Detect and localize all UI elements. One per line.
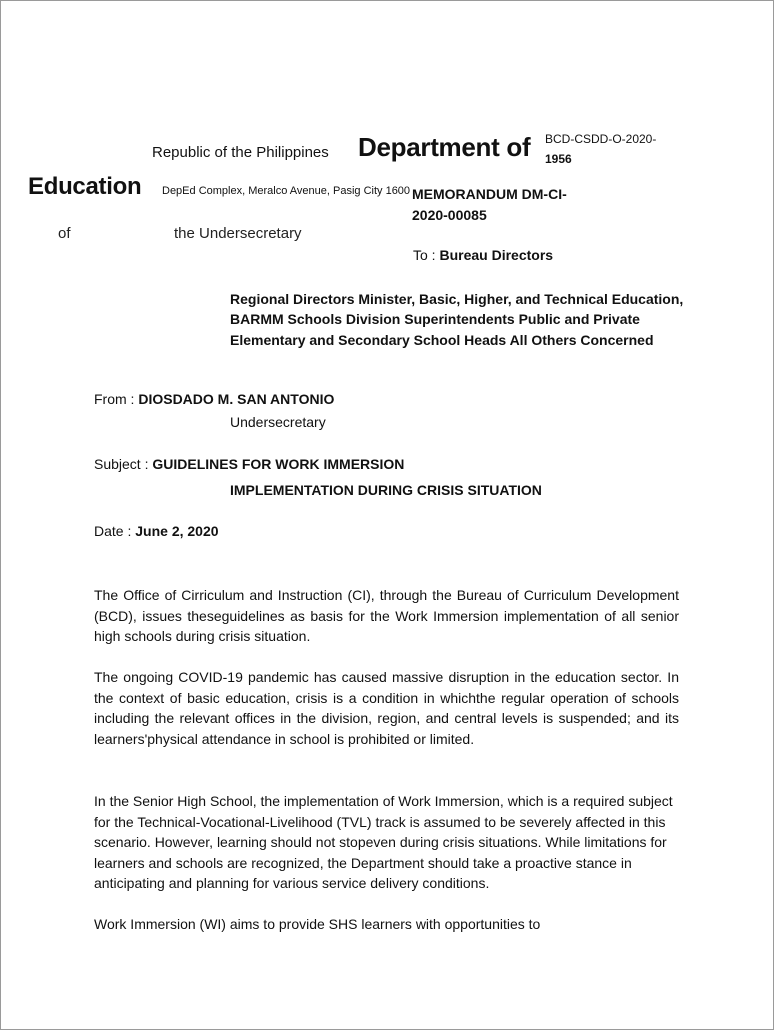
to-label: To : Bureau Directors xyxy=(413,247,554,263)
to-value: Bureau Directors xyxy=(439,247,554,263)
date-label: Date : June 2, 2020 xyxy=(94,523,219,539)
date-value: June 2, 2020 xyxy=(135,523,219,539)
subject-label: Subject : GUIDELINES FOR WORK IMMERSION xyxy=(94,456,405,472)
memo-number-line-2: 2020-00085 xyxy=(412,207,487,223)
address-text: DepEd Complex, Meralco Avenue, Pasig City 1600 xyxy=(162,185,411,197)
department-of-title: Department of xyxy=(358,132,531,162)
memo-number-line-1: MEMORANDUM DM-CI- xyxy=(412,186,567,202)
office-of-text: of xyxy=(58,225,71,242)
from-label: From : DIOSDADO M. SAN ANTONIO xyxy=(94,391,335,407)
body-paragraph-2: The ongoing COVID-19 pandemic has caused massive disruption in the education sector. In the context of basic education, crisis is a condition in whichthe regular operation of schools including the relevant offices in the division, region, and central levels is suspended; and its learners'physical attendance in school is prohibited or limited. xyxy=(94,669,679,747)
education-title: Education xyxy=(28,173,142,200)
body-paragraph-3: In the Senior High School, the implementation of Work Immersion, which is a required subject for the Technical-Vocational-Livelihood (TVL) track is assumed to be severely affected in this scenario. However, learning should not stopeven during crisis situations. While limitations for learners and schools are recognized, the Department should take a proactive stance in anticipating and planning for various service delivery conditions. xyxy=(94,793,673,891)
subject-line-2: IMPLEMENTATION DURING CRISIS SITUATION xyxy=(230,482,542,498)
from-title: Undersecretary xyxy=(230,414,326,430)
body-paragraph-4: Work Immersion (WI) aims to provide SHS learners with opportunities to xyxy=(94,916,541,932)
undersecretary-office-text: the Undersecretary xyxy=(174,225,302,242)
recipients-line-2: BARMM Schools Division Superintendents Public and Private xyxy=(230,311,640,327)
from-value: DIOSDADO M. SAN ANTONIO xyxy=(138,391,335,407)
republic-text: Republic of the Philippines xyxy=(152,144,329,161)
recipients-line-1: Regional Directors Minister, Basic, Higher, and Technical Education, xyxy=(230,291,684,307)
recipients-line-3: Elementary and Secondary School Heads All Others Concerned xyxy=(230,332,654,348)
code-line-1: BCD-CSDD-O-2020- xyxy=(545,132,657,146)
subject-line-1: GUIDELINES FOR WORK IMMERSION xyxy=(152,456,405,472)
code-line-2: 1956 xyxy=(545,152,572,166)
body-paragraph-1: The Office of Cirriculum and Instruction (CI), through the Bureau of Curriculum Development (BCD), issues theseguidelines as basis for the Work Immersion implementation of all senior high schools during crisis situation. xyxy=(94,587,679,644)
